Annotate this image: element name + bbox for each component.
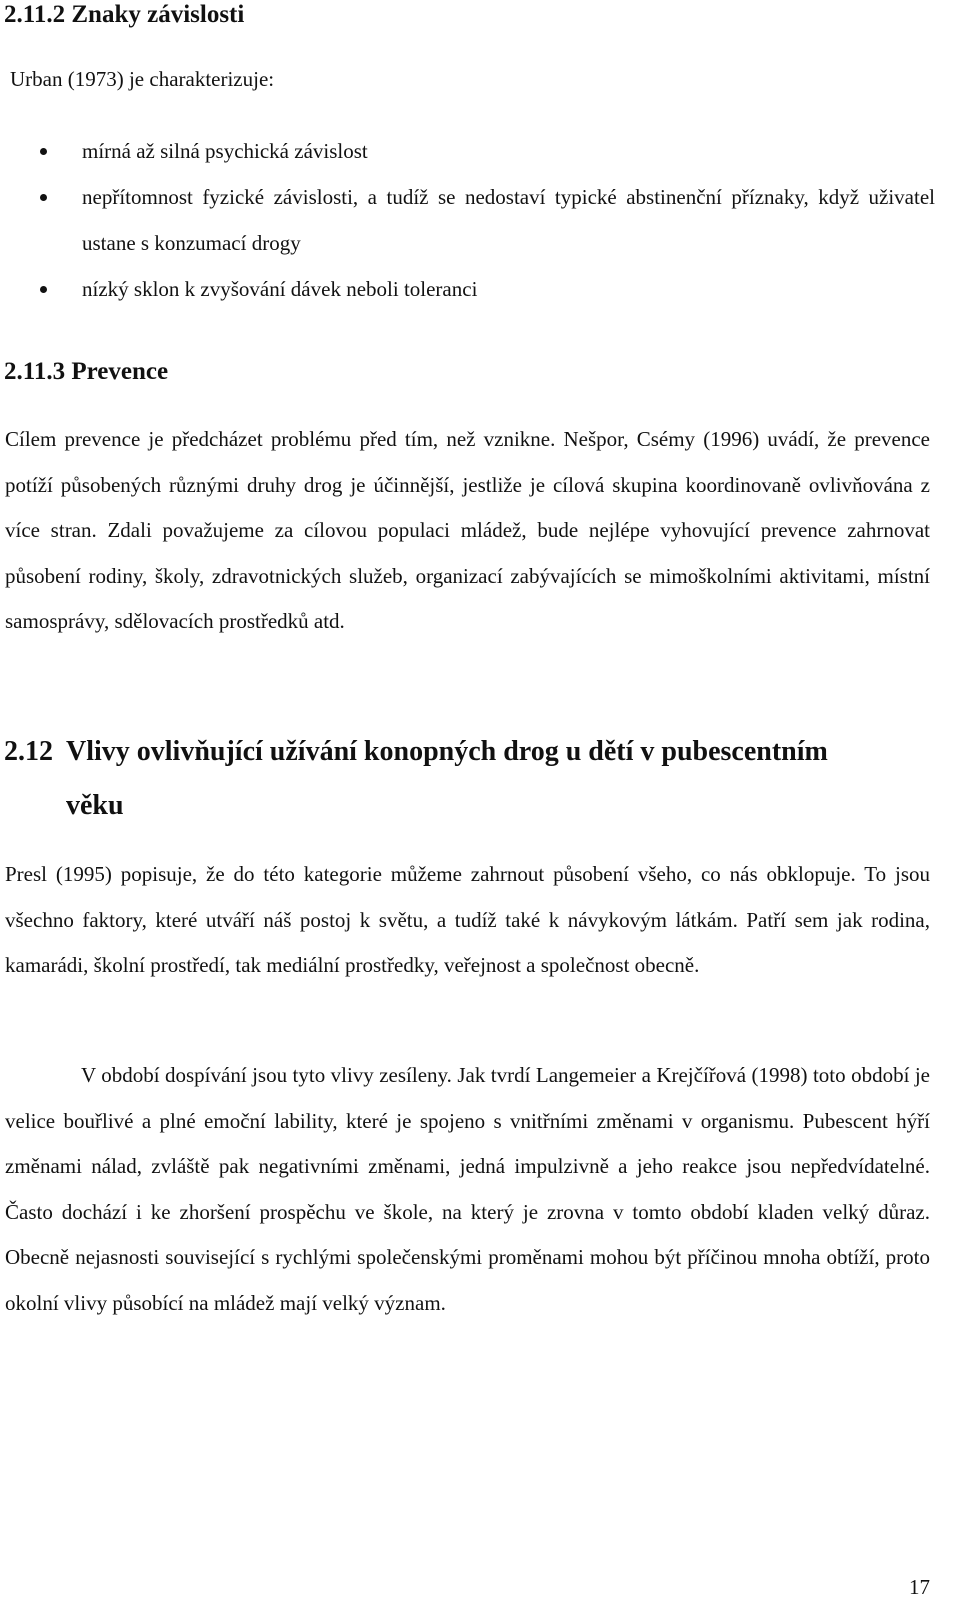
bullet-icon — [40, 194, 47, 201]
list-item-text: nízký sklon k zvyšování dávek neboli toleranci — [82, 277, 478, 301]
vlivy-paragraph-1: Presl (1995) popisuje, že do této kategorie můžeme zahrnout působení všeho, co nás obklopuje. To jsou všechno faktory, které utváří náš postoj k světu, a tudíž také k návykovým látkám. Patří sem jak rodina, kamarádi, školní prostředí, tak mediální prostředky, veřejnost a společnost obecně. — [5, 862, 930, 978]
list-item-text: nepřítomnost fyzické závislosti, a tudíž se nedostaví typické abstinenční příznaky, když uživatel ustane s konzumací drogy — [82, 185, 935, 255]
heading-2-12 — [4, 725, 944, 833]
list-item — [0, 128, 935, 174]
heading-title-line2: věku — [66, 790, 124, 821]
list-item-text: mírná až silná psychická závislost — [82, 139, 368, 163]
bullet-icon — [40, 148, 47, 155]
list-item — [0, 174, 935, 266]
prevence-paragraph: Cílem prevence je předcházet problému před tím, než vznikne. Nešpor, Csémy (1996) uvádí, že prevence potíží působených různými druhy drog je účinnější, jestliže je cílová skupina koordinovaně ovlivňována z více stran. Zdali považujeme za cílovou populaci mládež, bude nejlépe vyhovující prevence zahrnovat působení rodiny, školy, zdravotnických služeb, organizací zabývajících se mimoškolními aktivitami, místní samosprávy, sdělovacích prostředků atd. — [5, 427, 930, 634]
list-item — [0, 266, 935, 312]
vlivy-paragraph-2: V období dospívání jsou tyto vlivy zesíleny. Jak tvrdí Langemeier a Krejčířová (1998) toto období je velice bouřlivé a plné emoční lability, které je spojeno s vnitřními změnami v organismu. Pubescent hýří změnami nálad, zvláště pak negativními změnami, jedná impulzivně a jeho reakce jsou nepředvídatelné. Často dochází i ke zhoršení prospěchu ve škole, na který je zrovna v tomto období kladen velký důraz. Obecně nejasnosti související s rychlými společenskými proměnami mohou být příčinou mnoha obtíží, proto okolní vlivy působící na mládež mají velký význam. — [5, 1063, 930, 1315]
intro-text: Urban (1973) je charakterizuje: — [10, 67, 275, 91]
bullet-icon — [40, 286, 47, 293]
heading-title-line1: Vlivy ovlivňující užívání konopných drog u dětí v pubescentním — [66, 736, 828, 767]
heading-2-11-2: 2.11.2 Znaky závislosti — [4, 1, 245, 28]
heading-number: 2.12 — [4, 736, 53, 767]
bullet-list — [0, 128, 935, 312]
page-number: 17 — [909, 1575, 930, 1599]
heading-2-11-3: 2.11.3 Prevence — [4, 358, 169, 385]
